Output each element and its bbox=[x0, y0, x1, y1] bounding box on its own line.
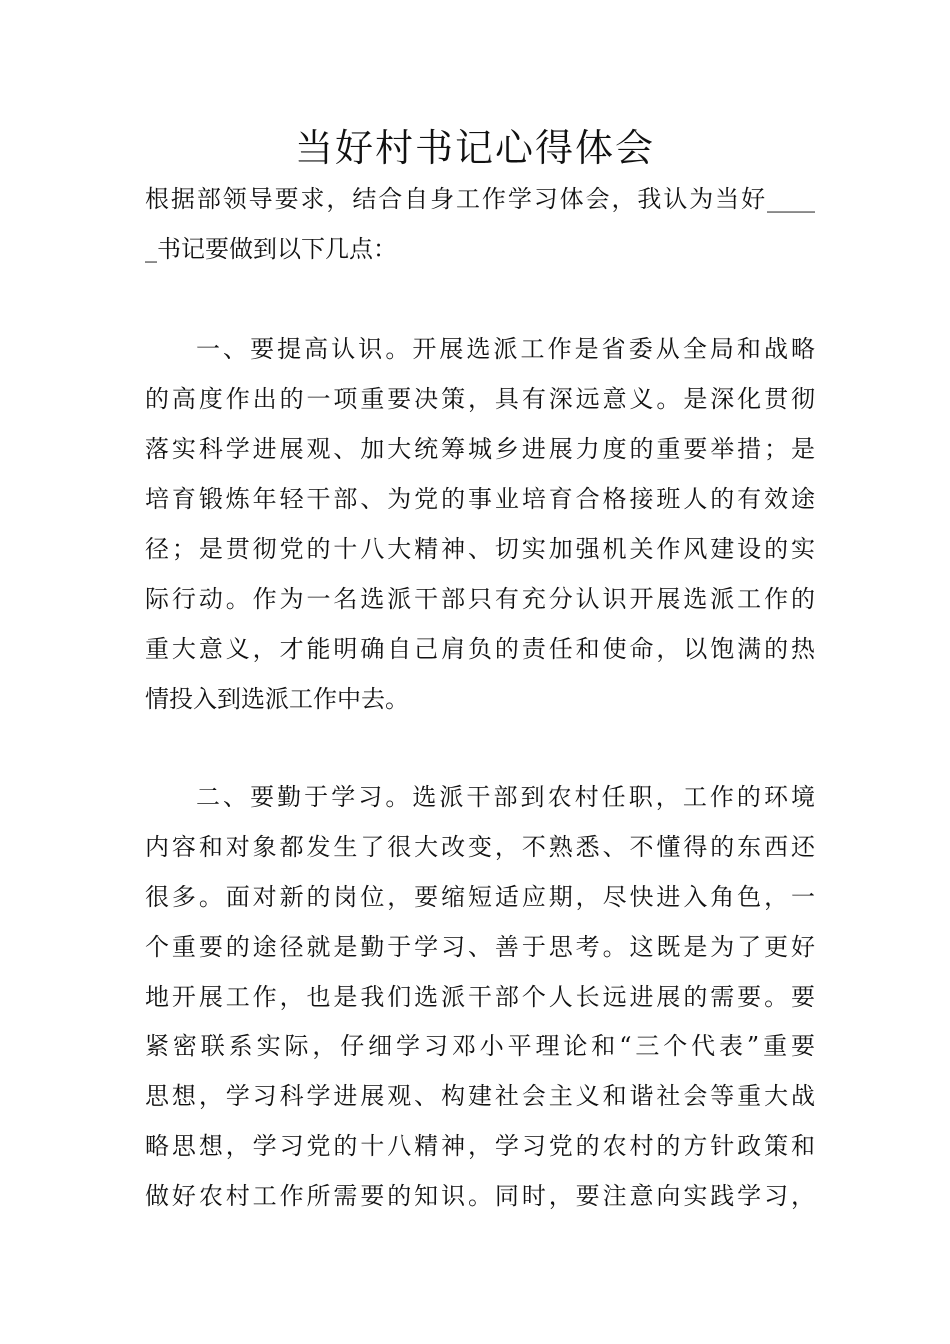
section2-line: 很多。面对新的岗位，要缩短适应期，尽快进入角色，一 bbox=[145, 883, 815, 911]
section2-line: 略思想，学习党的十八精神，学习党的农村的方针政策和 bbox=[145, 1132, 815, 1160]
section1-line: 情投入到选派工作中去。 bbox=[145, 685, 409, 713]
section2-line: 二、要勤于学习。选派干部到农村任职，工作的环境 bbox=[196, 783, 815, 811]
section1-line: 落实科学进展观、加大统筹城乡进展力度的重要举措；是 bbox=[145, 435, 815, 463]
section1-line: 重大意义，才能明确自己肩负的责任和使命，以饱满的热 bbox=[145, 635, 815, 663]
intro-line: 根据部领导要求，结合自身工作学习体会，我认为当好____ bbox=[145, 185, 815, 213]
section2-line: 做好农村工作所需要的知识。同时，要注意向实践学习， bbox=[145, 1182, 815, 1210]
intro-line: _书记要做到以下几点： bbox=[145, 235, 397, 263]
section1-line: 际行动。作为一名选派干部只有充分认识开展选派工作的 bbox=[145, 585, 815, 613]
section1-line: 的高度作出的一项重要决策，具有深远意义。是深化贯彻 bbox=[145, 385, 815, 413]
section1-line: 径；是贯彻党的十八大精神、切实加强机关作风建设的实 bbox=[145, 535, 815, 563]
section1-line: 培育锻炼年轻干部、为党的事业培育合格接班人的有效途 bbox=[145, 485, 815, 513]
section1-line: 一、要提高认识。开展选派工作是省委从全局和战略 bbox=[196, 335, 815, 363]
section2-line: 紧密联系实际，仔细学习邓小平理论和“三个代表”重要 bbox=[145, 1032, 815, 1060]
section2-line: 思想，学习科学进展观、构建社会主义和谐社会等重大战 bbox=[145, 1082, 815, 1110]
section2-line: 内容和对象都发生了很大改变，不熟悉、不懂得的东西还 bbox=[145, 833, 815, 861]
section2-line: 个重要的途径就是勤于学习、善于思考。这既是为了更好 bbox=[145, 933, 815, 961]
document-title: 当好村书记心得体会 bbox=[294, 126, 655, 170]
section2-line: 地开展工作，也是我们选派干部个人长远进展的需要。要 bbox=[145, 983, 815, 1011]
